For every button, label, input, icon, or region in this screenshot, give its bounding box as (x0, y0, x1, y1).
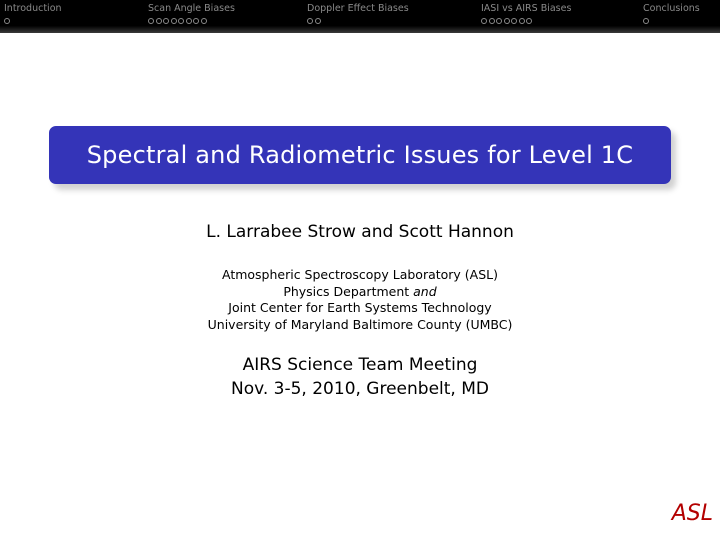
nav-frame-dot[interactable] (643, 18, 649, 24)
title-block (49, 126, 671, 184)
nav-frame-dot[interactable] (171, 18, 177, 24)
institute-line-4: University of Maryland Baltimore County (UMBC) (207, 316, 513, 332)
nav-dots (148, 18, 235, 24)
nav-dots (307, 18, 409, 24)
nav-frame-dot[interactable] (315, 18, 321, 24)
nav-frame-dot[interactable] (156, 18, 162, 24)
nav-section-introduction[interactable] (4, 3, 62, 24)
nav-frame-dot[interactable] (178, 18, 184, 24)
nav-frame-dot[interactable] (481, 18, 487, 24)
institute-line-3: Joint Center for Earth Systems Technology (228, 300, 492, 315)
nav-frame-dot[interactable] (489, 18, 495, 24)
nav-frame-dot[interactable] (148, 18, 154, 24)
nav-frame-dot[interactable] (526, 18, 532, 24)
nav-frame-dot[interactable] (186, 18, 192, 24)
nav-section-doppler-effect-biases[interactable] (307, 3, 409, 24)
nav-label[interactable]: Doppler Effect Biases (307, 3, 409, 14)
slide-title: Spectral and Radiometric Issues for Level 1C (86, 141, 634, 169)
asl-logo: ASL (671, 501, 713, 526)
nav-frame-dot[interactable] (496, 18, 502, 24)
nav-label[interactable]: IASI vs AIRS Biases (481, 3, 572, 14)
event-name: AIRS Science Team Meeting (242, 355, 478, 375)
nav-label[interactable]: Introduction (4, 3, 62, 14)
authors: L. Larrabee Strow and Scott Hannon (206, 222, 514, 242)
nav-label[interactable]: Scan Angle Biases (148, 3, 235, 14)
nav-dots (481, 18, 571, 24)
nav-dots (643, 18, 700, 24)
nav-frame-dot[interactable] (504, 18, 510, 24)
nav-frame-dot[interactable] (511, 18, 517, 24)
event-date-location: Nov. 3-5, 2010, Greenbelt, MD (231, 379, 489, 399)
nav-dots (4, 18, 62, 24)
institute-department: Physics Department (283, 283, 410, 299)
nav-section-iasi-vs-airs-biases[interactable] (481, 3, 571, 24)
nav-frame-dot[interactable] (307, 18, 313, 24)
section-navbar (0, 0, 720, 33)
nav-frame-dot[interactable] (201, 18, 207, 24)
nav-frame-dot[interactable] (163, 18, 169, 24)
institute-line-2 (0, 284, 720, 301)
nav-section-conclusions[interactable] (643, 3, 700, 24)
nav-frame-dot[interactable] (4, 18, 10, 24)
nav-frame-dot[interactable] (519, 18, 525, 24)
institute-conjunction: and (413, 283, 437, 299)
nav-section-scan-angle-biases[interactable] (148, 3, 235, 24)
nav-frame-dot[interactable] (193, 18, 199, 24)
institute-line-1: Atmospheric Spectroscopy Laboratory (ASL) (221, 267, 499, 282)
nav-label[interactable]: Conclusions (643, 3, 700, 14)
